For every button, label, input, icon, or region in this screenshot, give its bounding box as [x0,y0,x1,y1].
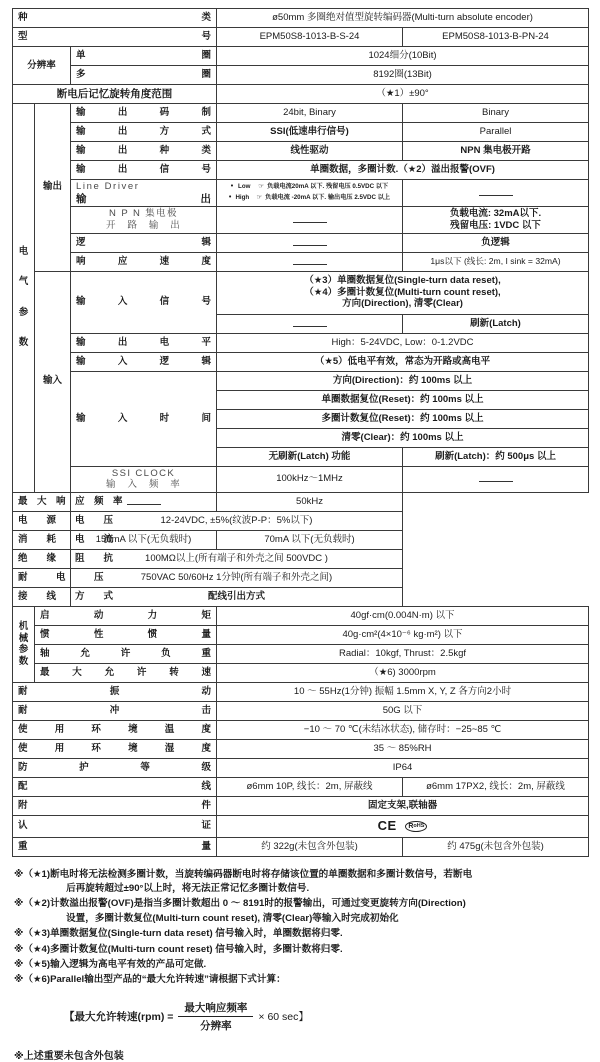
group-char: 数 [18,337,29,349]
row-header: 电 源 电 压 [13,511,71,530]
row-value-b-dash [403,466,589,492]
row-header: 配 线 [13,777,217,796]
table-row [13,625,589,644]
dash-mark [293,258,327,265]
high-label: High [235,194,250,202]
row-value: 50G 以下 [217,701,589,720]
row-value: 10 ～ 55Hz(1分钟) 振幅 1.5mm X, Y, Z 各方向2小时 [217,682,589,701]
row-header: 最 大 响 应 频 率 [13,492,71,511]
table-row [13,606,589,625]
group-output: 输出 [35,104,71,272]
table-row [13,180,589,207]
table-row [13,549,589,568]
group-electrical [13,104,35,493]
row-header: 使 用 环 境 温 度 [13,720,217,739]
row-value: High：5-24VDC, Low：0-1.2VDC [217,333,589,352]
row-header [71,466,217,492]
specification-table [12,8,589,857]
line-driver-high-row: • High ☞ 负载电流 -20mA 以下. 输出电压 2.5VDC 以上 [228,194,391,202]
table-row [13,701,589,720]
group-input: 输入 [35,271,71,492]
row-header: 输 出 种 类 [71,142,217,161]
group-char: 机 [18,621,29,633]
row-header: 附 件 [13,796,217,815]
footnote-2 [14,897,588,926]
row-header-line1: SSI CLOCK [111,467,176,479]
row-value-b: 刷新(Latch)：约 500μs 以上 [403,447,589,466]
footnote-line1: 计数溢出报警(OVF)是指当多圈计数超出 0 ～ 8191时的报警输出，可通过变更旋转方向(Direction) [50,898,466,910]
line-driver-spec [217,180,403,207]
group-char: 气 [18,276,29,288]
row-value-a: EPM50S8-1013-B-S-24 [217,28,403,47]
row-header: 最 大 允 许 转 速 [35,663,217,682]
row-value-b: Parallel [403,123,589,142]
certification-marks [217,815,589,837]
group-resolution: 分辨率 [13,47,71,85]
row-value-a: ø6mm 10P, 线长：2m, 屏蔽线 [217,777,403,796]
row-header: 轴 允 许 负 重 [35,644,217,663]
table-row [13,142,589,161]
footnote-mark: ※（★6) [14,974,51,986]
row-value: −10 ～ 70 ℃(未结冰状态), 储存时：−25~85 ℃ [217,720,589,739]
row-header: 种 类 [13,9,217,28]
row-value-b: 刷新(Latch) [403,314,589,333]
pointing-hand-icon: ☞ [256,194,263,202]
row-value: 多圈计数复位(Reset)：约 100ms 以上 [217,409,589,428]
row-value: 750VAC 50/60Hz 1分钟(所有端子和外壳之间) [71,568,403,587]
table-row [13,466,589,492]
table-row [13,492,589,511]
table-row [13,663,589,682]
rohs-sub: oHS [413,823,425,830]
row-value-b: NPN 集电极开路 [403,142,589,161]
footnote-body [50,897,588,926]
group-char: 参 [18,306,29,318]
row-value-a: 100kHz～1MHz [217,466,403,492]
row-value-line1: （★3）单圈数据复位(Single-turn data reset), [304,275,501,287]
row-value-b: ø6mm 17PX2, 线长：2m, 屏蔽线 [403,777,589,796]
row-header: 接 线 方 式 [13,587,71,606]
group-char: 数 [18,655,29,667]
row-value: 清零(Clear)：约 100ms 以上 [217,428,589,447]
row-header: 重 量 [13,837,217,856]
row-header [71,207,217,233]
table-row [13,233,589,252]
row-value-b: 70mA 以下(无负载时) [217,530,403,549]
table-row [13,9,589,28]
row-value-a: 150mA 以下(无负载时) [71,530,217,549]
dash-mark [293,320,327,327]
row-header [71,180,217,207]
row-value-a: SSI(低速串行信号) [217,123,403,142]
row-value-a: 无刷新(Latch) 功能 [217,447,403,466]
table-row [13,682,589,701]
formula-prefix: 【最大允许转速(rpm) = [64,1010,174,1023]
row-value-a-dash [217,314,403,333]
row-header: 断电后记忆旋转角度范围 [13,85,217,104]
dash-mark [293,239,327,246]
row-value: 35 ～ 85%RH [217,739,589,758]
row-header: 输 出 信 号 [71,161,217,180]
row-value-a: 约 322g(未包含外包装) [217,837,403,856]
table-row [13,161,589,180]
footnote-line1: 单圈数据复位(Single-turn data reset) 信号输入时，单圈数据将归零. [50,928,343,940]
row-value-b: 1μs以下 (线长: 2m, I sink = 32mA) [403,252,589,271]
row-value-b [403,207,589,233]
row-value: 1024细分(10Bit) [217,47,589,66]
line-driver-low-row: • Low ☞ 负载电流20mA 以下. 残留电压 0.5VDC 以下 [230,183,389,191]
low-text: 负载电流20mA 以下. 残留电压 0.5VDC 以下 [267,183,389,191]
row-value-a-dash [217,252,403,271]
table-row [13,333,589,352]
row-header: 启 动 力 矩 [35,606,217,625]
rohs-mark-icon [405,821,427,832]
table-row [13,85,589,104]
table-row [13,511,589,530]
table-row [13,47,589,66]
footnote-line2: 后再旋转超过±90°以上时，将无法正常记忆多圈计数信号. [66,883,310,895]
row-value: 40gf·cm(0.004N·m) 以下 [217,606,589,625]
row-value: 配线引出方式 [71,587,403,606]
table-row [13,777,589,796]
footnote-line1: Parallel输出型产品的“最大允许转速”请根据下式计算： [50,974,286,986]
row-header: 单 圈 [71,47,217,66]
row-value: （★1）±90° [217,85,589,104]
row-header: 输 出 码 制 [71,104,217,123]
row-value-b-line1: 负载电流: 32mA以下. [449,208,542,220]
footnote-line1: 输入逻辑为高电平有效的产品可定做. [50,959,207,971]
rohs-r: R [408,823,414,831]
row-header: 耐 振 动 [13,682,217,701]
row-header: 消 耗 电 流 [13,530,71,549]
row-header: 耐 电 压 [13,568,71,587]
row-header-line1: Line Driver [76,181,140,192]
row-value-b-line2: 残留电压: 1VDC 以下 [450,219,541,231]
dash-mark [479,475,513,482]
table-row [13,252,589,271]
footnote-6 [14,973,588,987]
packaging-note: ※上述重要未包含外包装 [14,1050,124,1062]
row-value: ø50mm 多圈绝对值型旋转编码器(Multi-turn absolute encoder) [217,9,589,28]
row-value-a: 线性驱动 [217,142,403,161]
row-header: 型 号 [13,28,217,47]
row-header: 响 应 速 度 [71,252,217,271]
footnote-mark: ※（★1) [14,868,51,880]
row-header: 绝 缘 阻 抗 [13,549,71,568]
table-row [13,568,589,587]
footnote-line1: 多圈计数复位(Multi-turn count reset) 信号输入时，多圈计数将归零. [50,943,343,955]
formula-suffix: × 60 sec】 [258,1010,309,1023]
table-row [13,28,589,47]
row-value-line2: （★4）多圈计数复位(Multi-turn count reset), [304,286,501,298]
row-value: 100MΩ以上(所有端子和外壳之间 500VDC ) [71,549,403,568]
row-header: 输 入 逻 辑 [71,352,217,371]
row-value: （★6) 3000rpm [217,663,589,682]
group-char: 械 [18,632,29,644]
max-speed-formula [12,1000,588,1033]
footnote-body [50,868,588,897]
table-row [13,720,589,739]
row-value-a-dash [217,233,403,252]
row-header: 输 出 方 式 [71,123,217,142]
table-row [13,66,589,85]
table-row [13,271,589,314]
row-value: 固定支架,联轴器 [217,796,589,815]
footnote-mark: ※（★3) [14,928,51,940]
footnote-mark: ※（★4) [14,943,51,955]
row-value: 40g·cm²(4×10⁻⁶ kg·m²) 以下 [217,625,589,644]
row-header: 输 出 电 平 [71,333,217,352]
row-value [217,271,589,314]
row-header: 惯 性 惯 量 [35,625,217,644]
pointing-hand-icon: ☞ [258,183,265,191]
row-value: 12-24VDC, ±5%(纹波P-P：5%以下) [71,511,403,530]
table-row [13,815,589,837]
footnote-5 [14,958,588,972]
group-char: 电 [18,246,29,258]
row-header: 耐 冲 击 [13,701,217,720]
footnote-3 [14,927,588,941]
row-header: 使 用 环 境 湿 度 [13,739,217,758]
row-value-b: Binary [403,104,589,123]
footnote-mark: ※（★2) [14,898,51,910]
low-label: Low [238,183,251,191]
group-char: 参 [18,644,29,656]
dash-mark [127,498,161,505]
ce-mark-icon: CE [377,818,397,834]
dash-mark [293,216,327,223]
footnotes [12,868,588,988]
row-value: （★5）低电平有效，常态为开路或高电平 [217,352,589,371]
row-value-a: 24bit, Binary [217,104,403,123]
row-value: IP64 [217,758,589,777]
row-value-b: EPM50S8-1013-B-PN-24 [403,28,589,47]
table-row [13,587,589,606]
high-text: 负载电流 -20mA 以下. 输出电压 2.5VDC 以上 [265,194,391,202]
table-row [13,352,589,371]
footnote-line1: 断电时将无法检测多圈计数，当旋转编码器断电时将存储该位置的单圈数据和多圈计数信号，若断电 [50,868,473,880]
row-value-b: 50kHz [217,492,403,511]
footnote-1 [14,868,588,897]
row-header: 逻 辑 [71,233,217,252]
row-value: 单圈数据复位(Reset)：约 100ms 以上 [217,390,589,409]
row-header: 防 护 等 级 [13,758,217,777]
table-row [13,371,589,390]
row-header: 输 入 信 号 [71,271,217,333]
row-header: 输 入 时 间 [71,371,217,466]
table-row [13,644,589,663]
footnote-4 [14,943,588,957]
row-value: 8192圈(13Bit) [217,66,589,85]
group-mechanical [13,606,35,682]
footnote-line2: 设置，多圈计数复位(Multi-turn count reset), 清零(Clear)等输入时完成初始化 [66,912,399,924]
table-row [13,739,589,758]
row-value-a-dash [217,207,403,233]
row-value: 单圈数据，多圈计数.（★2）溢出报警(OVF) [217,161,589,180]
formula-numerator: 最大响应频率 [178,1000,253,1017]
formula-denominator: 分辨率 [200,1019,232,1032]
table-row [13,104,589,123]
row-header-line2: 输 出 [76,192,211,205]
row-value-b-dash [403,180,589,207]
row-value: Radial：10kgf, Thrust：2.5kgf [217,644,589,663]
table-row [13,758,589,777]
row-value-line3: 方向(Direction), 清零(Clear) [342,298,463,310]
formula-fraction [178,1000,253,1033]
row-header: 多 圈 [71,66,217,85]
table-row [13,530,589,549]
row-header: 认 证 [13,815,217,837]
row-value-b: 约 475g(未包含外包装) [403,837,589,856]
row-value: 方向(Direction)：约 100ms 以上 [217,371,589,390]
table-row [13,837,589,856]
row-header-line2: 输 入 频 率 [106,479,181,491]
row-header-line1: N P N 集电极 [109,208,178,220]
row-value-b: 负逻辑 [403,233,589,252]
footnote-mark: ※（★5) [14,959,51,971]
row-header-line2: 开 路 输 出 [106,219,181,231]
table-row [13,207,589,233]
dash-mark [479,189,513,196]
table-row [13,123,589,142]
table-row [13,796,589,815]
